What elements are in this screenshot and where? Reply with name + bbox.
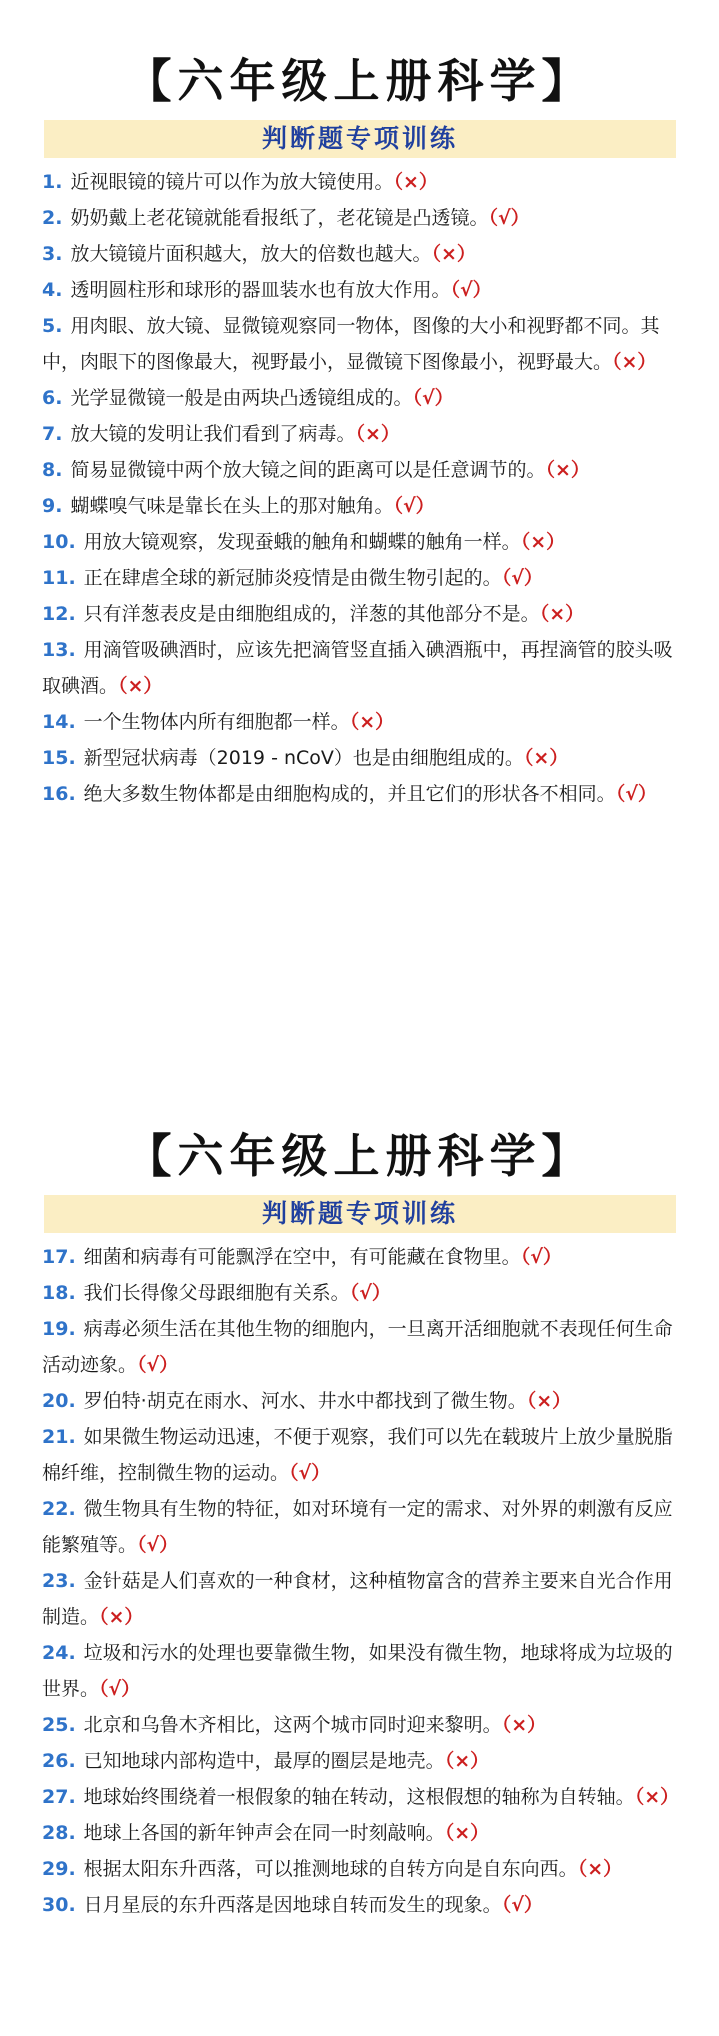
question-item	[42, 1311, 682, 1383]
question-item	[42, 560, 682, 596]
question-text: 根据太阳东升西落，可以推测地球的自转方向是自东向西。	[83, 1858, 578, 1880]
question-number: 26.	[42, 1750, 76, 1772]
answer-mark: （√）	[137, 1534, 179, 1556]
question-number: 6.	[42, 387, 63, 409]
question-text: 光学显微镜一般是由两块凸透镜组成的。	[70, 387, 413, 409]
answer-mark: （×）	[539, 603, 585, 625]
question-item	[42, 1887, 682, 1923]
question-item	[42, 1563, 682, 1635]
question-item	[42, 524, 682, 560]
question-number: 8.	[42, 459, 63, 481]
answer-mark: （√）	[137, 1354, 179, 1376]
question-number: 28.	[42, 1822, 76, 1844]
question-number: 3.	[42, 243, 63, 265]
question-text: 正在肆虐全球的新冠肺炎疫情是由微生物引起的。	[83, 567, 502, 589]
answer-mark: （×）	[99, 1606, 144, 1628]
question-number: 4.	[42, 279, 63, 301]
answer-mark: （√）	[99, 1678, 141, 1700]
question-number: 22.	[42, 1498, 76, 1520]
answer-mark: （×）	[501, 1714, 547, 1736]
question-text: 简易显微镜中两个放大镜之间的距离可以是任意调节的。	[70, 459, 546, 481]
question-item	[42, 1419, 682, 1491]
section-title: 【六年级上册科学】	[125, 54, 594, 108]
question-text: 垃圾和污水的处理也要靠微生物，如果没有微生物，地球将成为垃圾的世界。	[42, 1642, 673, 1700]
question-text: 蝴蝶嗅气味是靠长在头上的那对触角。	[70, 495, 394, 517]
question-item	[42, 1815, 682, 1851]
question-text: 日月星辰的东升西落是因地球自转而发生的现象。	[83, 1894, 502, 1916]
question-number: 17.	[42, 1246, 76, 1268]
question-text: 我们长得像父母跟细胞有关系。	[83, 1282, 350, 1304]
answer-mark: （×）	[520, 531, 566, 553]
question-item	[42, 1383, 682, 1419]
question-number: 13.	[42, 639, 76, 661]
answer-mark: （√）	[450, 279, 492, 301]
question-list	[0, 1239, 719, 1923]
question-number: 20.	[42, 1390, 76, 1412]
question-number: 23.	[42, 1570, 76, 1592]
question-item	[42, 632, 682, 704]
section-subtitle: 判断题专项训练	[44, 120, 676, 158]
answer-mark: （×）	[545, 459, 590, 481]
question-text: 透明圆柱形和球形的器皿装水也有放大作用。	[70, 279, 451, 301]
question-text: 北京和乌鲁木齐相比，这两个城市同时迎来黎明。	[83, 1714, 502, 1736]
question-item	[42, 164, 682, 200]
question-text: 细菌和病毒有可能飘浮在空中，有可能藏在食物里。	[83, 1246, 521, 1268]
section-title: 【六年级上册科学】	[125, 1129, 594, 1183]
question-text: 如果微生物运动迅速，不便于观察，我们可以先在载玻片上放少量脱脂棉纤维，控制微生物的运动。	[42, 1426, 673, 1484]
answer-mark: （√）	[501, 567, 543, 589]
question-item	[42, 452, 682, 488]
answer-mark: （×）	[355, 423, 400, 445]
question-number: 12.	[42, 603, 76, 625]
question-number: 21.	[42, 1426, 76, 1448]
question-text: 金针菇是人们喜欢的一种食材，这种植物富含的营养主要来自光合作用制造。	[42, 1570, 673, 1628]
question-number: 5.	[42, 315, 63, 337]
question-item	[42, 272, 682, 308]
answer-mark: （√）	[615, 783, 657, 805]
question-text: 地球始终围绕着一根假象的轴在转动，这根假想的轴称为自转轴。	[83, 1786, 635, 1808]
answer-mark: （×）	[523, 747, 569, 769]
answer-mark: （×）	[634, 1786, 680, 1808]
question-item	[42, 1707, 682, 1743]
question-item	[42, 1779, 682, 1815]
answer-mark: （×）	[577, 1858, 623, 1880]
question-item	[42, 488, 682, 524]
question-number: 18.	[42, 1282, 76, 1304]
question-text: 地球上各国的新年钟声会在同一时刻敲响。	[83, 1822, 445, 1844]
question-text: 奶奶戴上老花镜就能看报纸了，老花镜是凸透镜。	[70, 207, 489, 229]
question-number: 9.	[42, 495, 63, 517]
question-number: 7.	[42, 423, 63, 445]
question-number: 16.	[42, 783, 76, 805]
question-number: 30.	[42, 1894, 76, 1916]
question-item	[42, 704, 682, 740]
question-item	[42, 776, 682, 812]
question-item	[42, 308, 682, 380]
question-number: 14.	[42, 711, 76, 733]
answer-mark: （×）	[431, 243, 476, 265]
question-item	[42, 1275, 682, 1311]
question-item	[42, 596, 682, 632]
answer-mark: （×）	[612, 351, 657, 373]
question-item	[42, 1635, 682, 1707]
answer-mark: （×）	[444, 1822, 490, 1844]
question-text: 罗伯特·胡克在雨水、河水、井水中都找到了微生物。	[83, 1390, 527, 1412]
answer-mark: （×）	[118, 675, 163, 697]
question-item	[42, 1743, 682, 1779]
question-text: 用放大镜观察，发现蚕蛾的触角和蝴蝶的触角一样。	[83, 531, 521, 553]
question-text: 用滴管吸碘酒时，应该先把滴管竖直插入碘酒瓶中，再捏滴管的胶头吸取碘酒。	[42, 639, 673, 697]
question-item	[42, 236, 682, 272]
answer-mark: （√）	[289, 1462, 331, 1484]
answer-mark: （√）	[412, 387, 454, 409]
answer-mark: （√）	[349, 1282, 391, 1304]
answer-mark: （×）	[444, 1750, 490, 1772]
question-text: 病毒必须生活在其他生物的细胞内，一旦离开活细胞就不表现任何生命活动迹象。	[42, 1318, 673, 1376]
question-item	[42, 1239, 682, 1275]
question-text: 近视眼镜的镜片可以作为放大镜使用。	[70, 171, 394, 193]
question-number: 19.	[42, 1318, 76, 1340]
question-number: 24.	[42, 1642, 76, 1664]
question-text: 新型冠状病毒（2019 - nCoV）也是由细胞组成的。	[83, 747, 524, 769]
answer-mark: （×）	[349, 711, 395, 733]
question-number: 15.	[42, 747, 76, 769]
question-number: 1.	[42, 171, 63, 193]
question-item	[42, 1491, 682, 1563]
question-number: 10.	[42, 531, 76, 553]
answer-mark: （×）	[526, 1390, 572, 1412]
question-number: 29.	[42, 1858, 76, 1880]
answer-mark: （×）	[393, 171, 438, 193]
question-number: 2.	[42, 207, 63, 229]
question-text: 已知地球内部构造中，最厚的圈层是地壳。	[83, 1750, 445, 1772]
question-text: 绝大多数生物体都是由细胞构成的，并且它们的形状各不相同。	[83, 783, 616, 805]
question-number: 27.	[42, 1786, 76, 1808]
question-text: 放大镜的发明让我们看到了病毒。	[70, 423, 356, 445]
question-list	[0, 164, 719, 812]
question-item	[42, 380, 682, 416]
question-text: 放大镜镜片面积越大，放大的倍数也越大。	[70, 243, 432, 265]
question-number: 25.	[42, 1714, 76, 1736]
answer-mark: （√）	[393, 495, 435, 517]
question-number: 11.	[42, 567, 76, 589]
answer-mark: （√）	[488, 207, 530, 229]
question-text: 微生物具有生物的特征，如对环境有一定的需求、对外界的刺激有反应能繁殖等。	[42, 1498, 673, 1556]
question-text: 用肉眼、放大镜、显微镜观察同一物体，图像的大小和视野都不同。其中，肉眼下的图像最大，视野最小，显微镜下图像最小，视野最大。	[42, 315, 660, 373]
question-item	[42, 416, 682, 452]
question-text: 只有洋葱表皮是由细胞组成的，洋葱的其他部分不是。	[83, 603, 540, 625]
answer-mark: （√）	[501, 1894, 543, 1916]
question-item	[42, 200, 682, 236]
question-item	[42, 740, 682, 776]
section-subtitle: 判断题专项训练	[44, 1195, 676, 1233]
question-text: 一个生物体内所有细胞都一样。	[83, 711, 350, 733]
answer-mark: （√）	[520, 1246, 562, 1268]
question-item	[42, 1851, 682, 1887]
